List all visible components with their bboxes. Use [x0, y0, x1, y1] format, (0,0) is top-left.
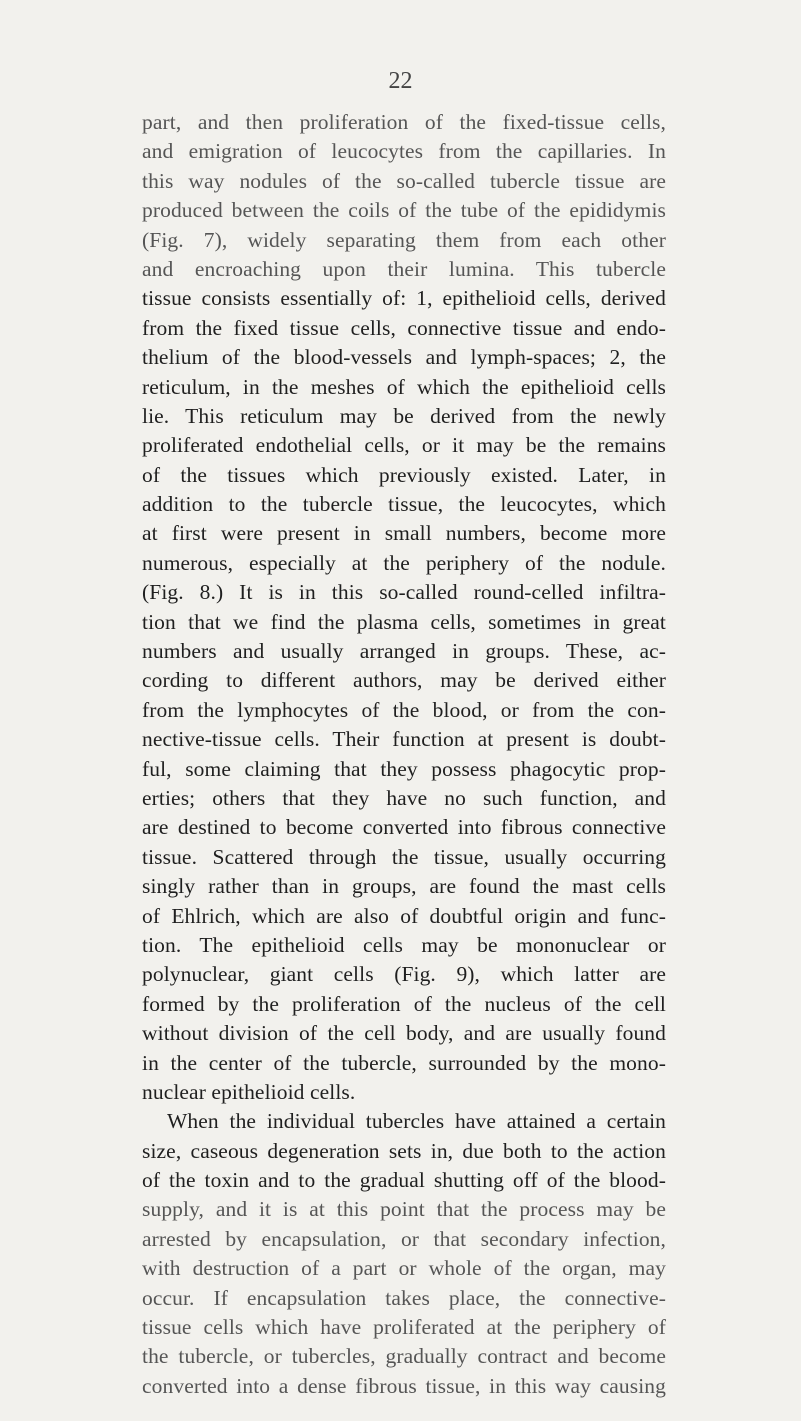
text-line: and encroaching upon their lumina. This tubercle	[142, 256, 666, 281]
text-line: occur. If encapsulation takes place, the connective-	[142, 1285, 666, 1310]
page-number: 22	[388, 68, 413, 94]
text-line: formed by the proliferation of the nucleus of the cell	[142, 991, 666, 1016]
text-line: of the toxin and to the gradual shutting off of the blood-	[142, 1168, 666, 1193]
text-line: tissue consists essentially of: 1, epithelioid cells, derived	[142, 286, 666, 311]
text-line: erties; others that they have no such function, and	[142, 785, 666, 810]
text-line: cording to different authors, may be derived either	[142, 668, 666, 693]
text-line: numerous, especially at the periphery of the nodule.	[142, 550, 666, 575]
text-line: ful, some claiming that they possess phagocytic prop-	[142, 756, 666, 781]
text-line: are destined to become converted into fibrous connective	[142, 815, 666, 840]
text-line: nuclear epithelioid cells.	[142, 1079, 356, 1104]
text-line: (Fig. 7), widely separating them from each other	[142, 227, 666, 252]
text-line: and emigration of leucocytes from the capillaries. In	[142, 139, 666, 164]
text-line: without division of the cell body, and are usually found	[142, 1021, 666, 1046]
body-text	[142, 108, 666, 1401]
text-line: tion that we find the plasma cells, sometimes in great	[142, 609, 666, 634]
text-line: with destruction of a part or whole of the organ, may	[142, 1256, 666, 1281]
text-line: addition to the tubercle tissue, the leucocytes, which	[142, 492, 666, 517]
text-line: singly rather than in groups, are found the mast cells	[142, 874, 666, 899]
text-line: produced between the coils of the tube of the epididymis	[142, 198, 666, 223]
text-line: part, and then proliferation of the fixed-tissue cells,	[142, 110, 666, 134]
text-line: of the tissues which previously existed. Later, in	[142, 462, 666, 487]
text-line: thelium of the blood-vessels and lymph-spaces; 2, the	[142, 345, 666, 370]
text-line: When the individual tubercles have attained a certain	[167, 1109, 666, 1134]
text-line: converted into a dense fibrous tissue, in this way causing	[142, 1373, 666, 1398]
text-line: nective-tissue cells. Their function at present is doubt-	[142, 727, 666, 752]
text-line: from the lymphocytes of the blood, or from the con-	[142, 697, 666, 722]
text-line: reticulum, in the meshes of which the epithelioid cells	[142, 374, 666, 399]
text-line: arrested by encapsulation, or that secondary infection,	[142, 1226, 666, 1251]
text-line: proliferated endothelial cells, or it may be the remains	[142, 433, 666, 458]
text-line: tissue. Scattered through the tissue, usually occurring	[142, 844, 666, 869]
text-line: size, caseous degeneration sets in, due both to the action	[142, 1138, 666, 1163]
text-line: (Fig. 8.) It is in this so-called round-celled infiltra-	[142, 580, 666, 605]
text-line: tissue cells which have proliferated at the periphery of	[142, 1315, 666, 1340]
text-line: from the fixed tissue cells, connective tissue and endo-	[142, 315, 666, 340]
text-line: tion. The epithelioid cells may be mononuclear or	[142, 932, 666, 957]
text-line: this way nodules of the so-called tubercle tissue are	[142, 168, 666, 193]
text-line: supply, and it is at this point that the process may be	[142, 1197, 666, 1222]
text-line: lie. This reticulum may be derived from the newly	[142, 403, 666, 428]
text-line: of Ehlrich, which are also of doubtful origin and func-	[142, 903, 666, 928]
text-line: the tubercle, or tubercles, gradually contract and become	[142, 1344, 666, 1369]
text-line: in the center of the tubercle, surrounded by the mono-	[142, 1050, 666, 1075]
text-line: polynuclear, giant cells (Fig. 9), which latter are	[142, 962, 666, 987]
text-line: at first were present in small numbers, become more	[142, 521, 666, 546]
text-line: numbers and usually arranged in groups. These, ac-	[142, 639, 666, 664]
